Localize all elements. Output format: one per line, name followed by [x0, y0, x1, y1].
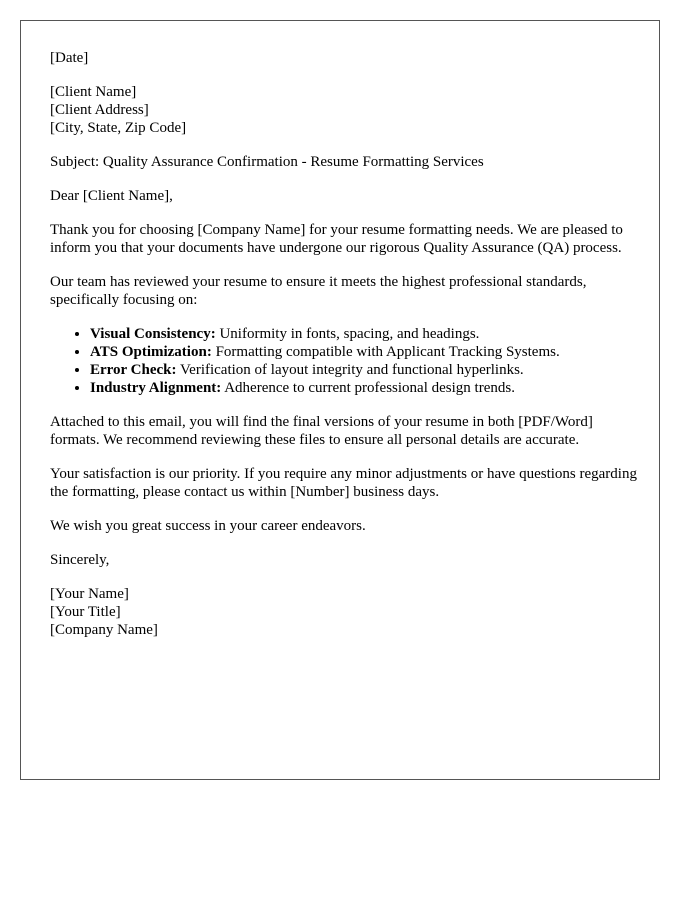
list-item-industry-alignment: [90, 379, 640, 397]
letter-date: [Date]: [50, 50, 89, 66]
list-item-desc: Uniformity in fonts, spacing, and headings.: [215, 326, 480, 342]
list-item-term: Error Check:: [90, 362, 177, 378]
letter-page: [20, 20, 660, 780]
list-item-term: ATS Optimization:: [90, 344, 212, 360]
recipient-city-state-zip: [City, State, Zip Code]: [50, 120, 187, 136]
recipient-block: [50, 83, 640, 137]
list-item-term: Visual Consistency:: [90, 326, 216, 342]
letter-paragraph-wishes: We wish you great success in your career endeavors.: [50, 518, 366, 534]
list-item-desc: Adherence to current professional design trends.: [221, 380, 515, 396]
signature-block: [50, 585, 640, 639]
list-item-desc: Formatting compatible with Applicant Tracking Systems.: [211, 344, 560, 360]
letter-paragraph-satisfaction: Your satisfaction is our priority. If you require any minor adjustments or have questions regarding the formatting, please contact us within [Number] business days.: [50, 466, 637, 500]
letter-paragraph-attachments: Attached to this email, you will find the final versions of your resume in both [PDF/Word] formats. We recommend reviewing these files to ensure all personal details are accurate.: [50, 414, 593, 448]
letter-closing: Sincerely,: [50, 552, 110, 568]
recipient-name: [Client Name]: [50, 84, 137, 100]
signature-name: [Your Name]: [50, 586, 129, 602]
list-item-desc: Verification of layout integrity and functional hyperlinks.: [176, 362, 524, 378]
signature-title: [Your Title]: [50, 604, 121, 620]
list-item-error-check: [90, 361, 640, 379]
letter-salutation: Dear [Client Name],: [50, 188, 173, 204]
qa-focus-list: [50, 325, 640, 397]
letter-paragraph-review: Our team has reviewed your resume to ensure it meets the highest professional standards, specifically focusing on:: [50, 274, 587, 308]
signature-company: [Company Name]: [50, 622, 158, 638]
list-item-visual-consistency: [90, 325, 640, 343]
letter-body: [50, 49, 640, 655]
recipient-address: [Client Address]: [50, 102, 149, 118]
letter-paragraph-intro: Thank you for choosing [Company Name] for your resume formatting needs. We are pleased to inform you that your documents have undergone our rigorous Quality Assurance (QA) process.: [50, 222, 623, 256]
letter-subject: Subject: Quality Assurance Confirmation - Resume Formatting Services: [50, 154, 484, 170]
list-item-ats-optimization: [90, 343, 640, 361]
list-item-term: Industry Alignment:: [90, 380, 222, 396]
